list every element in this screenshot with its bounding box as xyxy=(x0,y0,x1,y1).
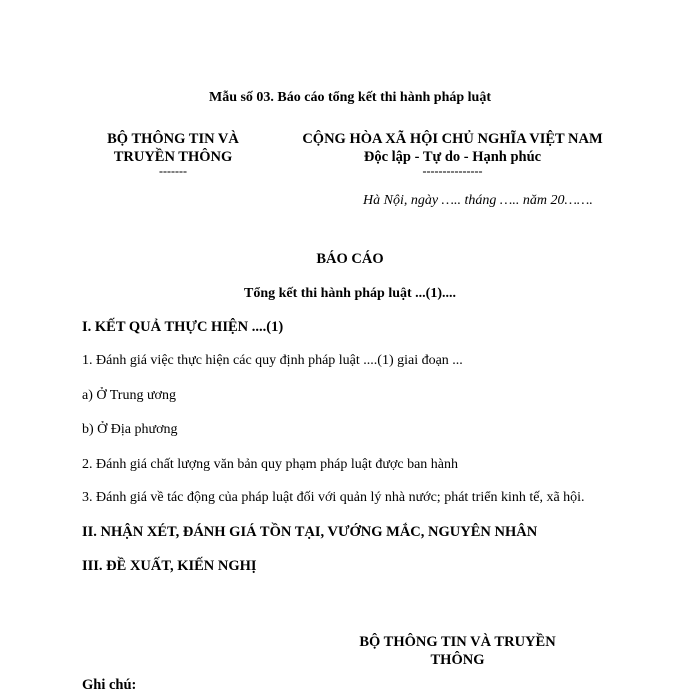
signer-block xyxy=(345,633,570,669)
signer-line1: BỘ THÔNG TIN VÀ TRUYỀN xyxy=(359,634,556,650)
national-motto: Độc lập - Tự do - Hạnh phúc xyxy=(363,149,542,165)
item-1: 1. Đánh giá việc thực hiện các quy định pháp luật ....(1) giai đoạn ... xyxy=(82,353,463,368)
item-3: 3. Đánh giá về tác động của pháp luật đối với quản lý nhà nước; phát triển kinh tế, xã hội. xyxy=(82,490,585,505)
section-1-heading: I. KẾT QUẢ THỰC HIỆN ....(1) xyxy=(82,319,284,335)
report-subtitle: Tổng kết thi hành pháp luật ...(1).... xyxy=(243,286,456,301)
national-header xyxy=(280,130,625,176)
agency-name-line1: BỘ THÔNG TIN VÀ xyxy=(107,131,239,147)
item-1a: a) Ở Trung ương xyxy=(82,388,176,403)
item-1b: b) Ở Địa phương xyxy=(82,422,178,437)
item-2: 2. Đánh giá chất lượng văn bản quy phạm pháp luật được ban hành xyxy=(82,457,458,472)
issuing-agency-header xyxy=(88,130,258,176)
signer-line2: THÔNG xyxy=(430,652,485,668)
section-2-heading: II. NHẬN XÉT, ĐÁNH GIÁ TỒN TẠI, VƯỚNG MẮC, NGUYÊN NHÂN xyxy=(82,524,538,540)
notes-label: Ghi chú: xyxy=(82,677,137,693)
motto-separator: --------------- xyxy=(422,164,483,178)
report-title: BÁO CÁO xyxy=(316,251,384,267)
section-3-heading: III. ĐỀ XUẤT, KIẾN NGHỊ xyxy=(82,558,257,574)
place-and-date: Hà Nội, ngày ….. tháng ….. năm 20……. xyxy=(363,193,593,208)
agency-name-line2: TRUYỀN THÔNG xyxy=(113,149,233,165)
form-title: Mẫu số 03. Báo cáo tổng kết thi hành pháp luật xyxy=(208,90,491,105)
nation-name: CỘNG HÒA XÃ HỘI CHỦ NGHĨA VIỆT NAM xyxy=(302,131,603,147)
agency-separator: ------- xyxy=(159,164,187,178)
